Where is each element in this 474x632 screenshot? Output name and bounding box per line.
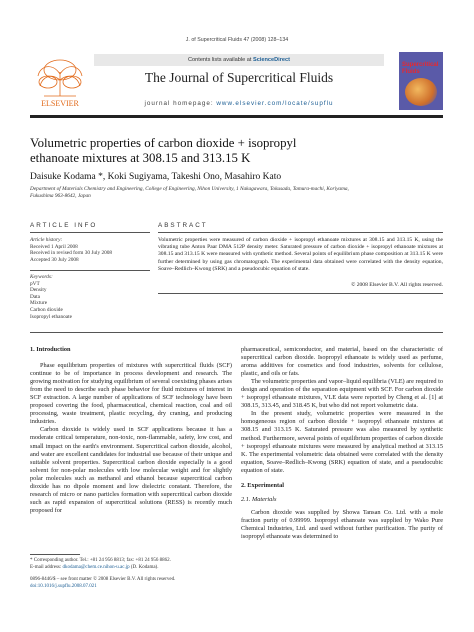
article-info-heading: ARTICLE INFO bbox=[30, 222, 98, 229]
journal-homepage bbox=[94, 100, 384, 107]
doi-link[interactable]: doi:10.1016/j.supflu.2008.07.021 bbox=[30, 583, 97, 589]
footnote bbox=[30, 558, 232, 571]
section-heading-experimental: 2. Experimental bbox=[241, 481, 285, 489]
contents-prefix: Contents lists available at bbox=[188, 57, 253, 63]
divider bbox=[158, 293, 443, 294]
divider bbox=[30, 332, 443, 333]
paragraph: The volumetric properties and vapor–liquid equilibria (VLE) are required to design and operation of the separation equipment with SCF. For carbon dioxide + isopropyl ethanoate mixtures, VLE data were reported by Cheng et al. [1] at 308.15, 313.45, and 318.45 K, but who did not report volumetric data. bbox=[241, 378, 443, 410]
keyword: Carbon dioxide bbox=[30, 306, 63, 313]
history-label: Article history: bbox=[30, 237, 63, 243]
divider bbox=[30, 232, 150, 233]
accepted-date: Accepted 30 July 2008 bbox=[30, 257, 79, 264]
elsevier-logo bbox=[30, 52, 90, 110]
paragraph: Carbon dioxide was supplied by Showa Tansan Co. Ltd. with a mole fraction purity of 0.99999. Isopropyl ethanoate was supplied by Wako Pure Chemical Industries, Ltd. and used without further purification. The purity of isopropyl ethanoate was determined to bbox=[241, 508, 443, 540]
paragraph: Carbon dioxide is widely used in SCF applications because it has a moderate critical temperature, non-toxic, non-flammable, safety, low cost, and small impact on the earth's environment. Supercritical carbon dioxide, alcohol, and water are excellent candidates for industrial use because of their unique and suitable solvent properties. Supercritical carbon dioxide especially is a good solvent for non-polar molecules with low molecular weight and for slightly polar molecules such as methanol and ethanol because supercritical carbon dioxide has no dipole moment and low dielectric constant. Therefore, the research of micro or nano particles formation with supercritical carbon dioxide such as rapid expansion of supercritical solutions (RESS) is recently much proposed for bbox=[30, 426, 232, 514]
issn-info bbox=[30, 577, 232, 590]
article-history bbox=[30, 237, 150, 264]
affiliation: Department of Materials Chemistry and Engineering, College of Engineering, Nihon University, 1 Nakagawara, Tokusada, Tamura-machi, Koriyama, Fukushima 963-8642, Japan bbox=[30, 186, 349, 199]
author-list: Daisuke Kodama *, Koki Sugiyama, Takeshi Ono, Masahiro Kato bbox=[30, 172, 282, 182]
keyword: Density bbox=[30, 287, 47, 294]
email-line bbox=[30, 565, 232, 572]
cover-graphic bbox=[405, 78, 437, 106]
paragraph: pharmaceutical, semiconductor, and material, based on the characteristic of supercritical carbon dioxide. Isopropyl ethanoate is widely used as perfume, aroma additives for cosmetics and food industries, solvents for cellulose, plastic, and oils or fats. bbox=[241, 346, 443, 378]
sciencedirect-link[interactable]: ScienceDirect bbox=[252, 57, 290, 63]
article-title: Volumetric properties of carbon dioxide + isopropyl ethanoate mixtures at 308.15 and 313.15 K bbox=[30, 136, 297, 165]
section-heading-introduction: 1. Introduction bbox=[30, 346, 71, 353]
contents-bar bbox=[94, 54, 384, 66]
keyword: Data bbox=[30, 293, 40, 300]
paragraph: In the present study, volumetric properties were measured in the homogeneous region of carbon dioxide + isopropyl ethanoate mixtures at 308.15 and 313.15 K. Saturated pressure was also measured by synthetic method. Furthermore, several points of equilibrium properties of carbon dioxide + isopropyl ethanoate mixtures were measured by analytical method at 313.15 K. The experimental volumetric data obtained were correlated with the density equation, Soave–Redlich–Kwong (SRK) equation of state, and a pseudocubic equation of state. bbox=[241, 410, 443, 474]
abstract-text: Volumetric properties were measured of carbon dioxide + isopropyl ethanoate mixtures at 308.15 and 313.15 K, using the vibrating tube Anton Paar DMA 512P density meter. Saturated pressure of carbon dioxide + isopropyl ethanoate mixtures at 308.15 and 313.15 K were measured with synthetic method. Several points of equilibrium phase composition at 313.15 K were further determined by using gas chromatograph. The experimental data obtained were correlated with the density equation, Soave–Redlich–Kwong (SRK) and a pseudocubic equation of state. bbox=[158, 237, 443, 272]
cover-title: Supercritical Fluids bbox=[402, 62, 439, 75]
footnote-rule bbox=[30, 554, 80, 555]
keyword: pVT bbox=[30, 280, 40, 287]
copyright-notice: © 2008 Elsevier B.V. All rights reserved. bbox=[351, 282, 443, 288]
body-column-right bbox=[241, 346, 443, 541]
received-date: Received 1 April 2008 bbox=[30, 243, 78, 250]
journal-title: The Journal of Supercritical Fluids bbox=[144, 70, 334, 85]
keyword: Mixture bbox=[30, 300, 48, 307]
body-column-left bbox=[30, 346, 232, 515]
email-suffix: (D. Kodama). bbox=[129, 564, 159, 570]
homepage-prefix: journal homepage: bbox=[144, 100, 217, 107]
journal-cover-image bbox=[399, 52, 443, 110]
revised-date: Received in revised form 30 July 2008 bbox=[30, 250, 113, 257]
email-link[interactable]: dkodama@chem.ce.nihon-u.ac.jp bbox=[62, 564, 130, 570]
corresponding-author: * Corresponding author. Tel.: +81 24 956 8813; fax: +81 24 956 8862. bbox=[30, 558, 171, 563]
subsection-heading-materials: 2.1. Materials bbox=[241, 495, 277, 503]
divider bbox=[158, 232, 443, 233]
journal-citation: J. of Supercritical Fluids 47 (2008) 128–134 bbox=[185, 37, 289, 43]
keyword: Isopropyl ethanoate bbox=[30, 313, 72, 320]
header-rule bbox=[30, 115, 443, 118]
keywords bbox=[30, 274, 150, 320]
paragraph: Phase equilibrium properties of mixtures with supercritical fluids (SCF) continue to be of importance in process development and research. The growing motivation for studying equilibrium of several coexisting phases arises from the need to describe such phase behavior for fluid mixtures of interest in SCF extraction. A large number of applications of SCF technology have been proposed covering the food, pharmaceutical, chemical reaction, coal and oil processing, waste treatment, plastic recycling, dry craning, and producing industries. bbox=[30, 362, 232, 426]
elsevier-wordmark: ELSEVIER bbox=[41, 99, 79, 108]
keywords-label: Keywords: bbox=[30, 274, 53, 280]
divider bbox=[30, 270, 150, 271]
issn-line: 0896-8446/$ – see front matter © 2008 Elsevier B.V. All rights reserved. bbox=[30, 577, 176, 582]
abstract-heading: ABSTRACT bbox=[158, 222, 208, 229]
homepage-link[interactable]: www.elsevier.com/locate/supflu bbox=[216, 100, 334, 107]
email-prefix: E-mail address: bbox=[30, 564, 63, 570]
